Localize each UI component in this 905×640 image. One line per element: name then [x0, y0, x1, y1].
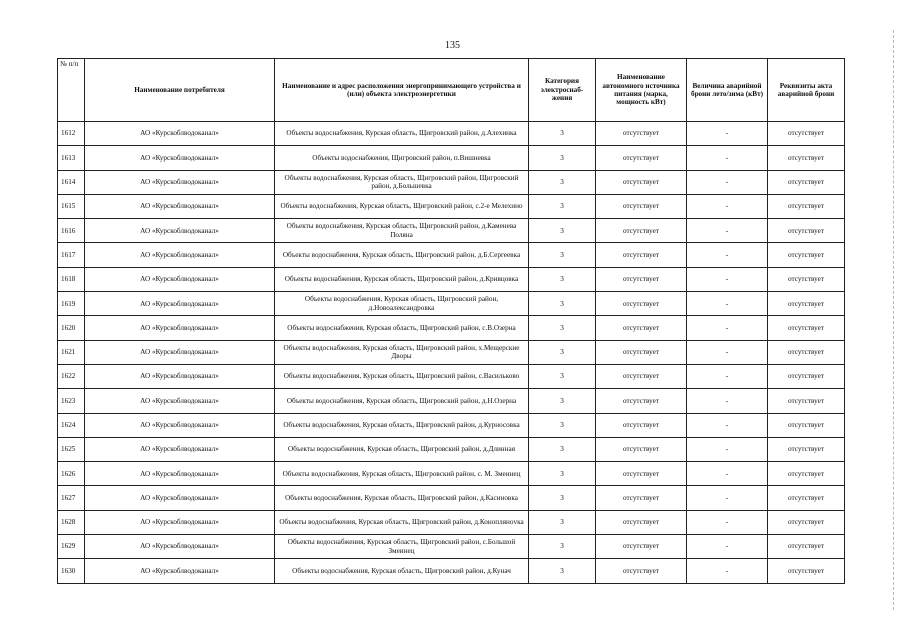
supply-category: 3	[529, 292, 596, 316]
reserve-table	[57, 58, 845, 584]
act-details: отсутствует	[768, 413, 845, 437]
row-number: 1613	[58, 146, 85, 170]
object-address: Объекты водоснабжения, Курская область, Щигровский район, с.Большой Змеинец	[275, 535, 529, 559]
act-details: отсутствует	[768, 146, 845, 170]
supply-category: 3	[529, 194, 596, 218]
row-number: 1616	[58, 219, 85, 243]
header-reserve: Величина аварийной брони лето/зима (кВт)	[687, 59, 768, 122]
consumer-name: АО «Курскоблводоканал»	[85, 194, 275, 218]
table-row	[58, 389, 845, 413]
page-number: 135	[445, 40, 460, 51]
table-header-row	[58, 59, 845, 122]
object-address: Объекты водоснабжения, Курская область, Щигровский район, д.Каменева Поляна	[275, 219, 529, 243]
act-details: отсутствует	[768, 559, 845, 583]
table-row	[58, 316, 845, 340]
supply-category: 3	[529, 146, 596, 170]
consumer-name: АО «Курскоблводоканал»	[85, 170, 275, 194]
supply-category: 3	[529, 437, 596, 461]
power-source: отсутствует	[596, 292, 687, 316]
table-row	[58, 486, 845, 510]
reserve-value: -	[687, 219, 768, 243]
power-source: отсутствует	[596, 243, 687, 267]
act-details: отсутствует	[768, 194, 845, 218]
supply-category: 3	[529, 267, 596, 291]
supply-category: 3	[529, 122, 596, 146]
row-number: 1618	[58, 267, 85, 291]
table-row	[58, 267, 845, 291]
supply-category: 3	[529, 170, 596, 194]
consumer-name: АО «Курскоблводоканал»	[85, 340, 275, 364]
power-source: отсутствует	[596, 170, 687, 194]
row-number: 1617	[58, 243, 85, 267]
object-address: Объекты водоснабжения, Курская область, Щигровский район, д.Кривцовка	[275, 267, 529, 291]
reserve-value: -	[687, 486, 768, 510]
table-body	[58, 122, 845, 584]
table-row	[58, 559, 845, 583]
act-details: отсутствует	[768, 389, 845, 413]
supply-category: 3	[529, 219, 596, 243]
object-address: Объекты водоснабжения, Курская область, Щигровский район, д.Алехинка	[275, 122, 529, 146]
object-address: Объекты водоснабжения, Курская область, Щигровский район, д.Кунач	[275, 559, 529, 583]
table-row	[58, 340, 845, 364]
row-number: 1621	[58, 340, 85, 364]
power-source: отсутствует	[596, 389, 687, 413]
supply-category: 3	[529, 316, 596, 340]
row-number: 1623	[58, 389, 85, 413]
act-details: отсутствует	[768, 267, 845, 291]
act-details: отсутствует	[768, 486, 845, 510]
act-details: отсутствует	[768, 364, 845, 388]
reserve-value: -	[687, 122, 768, 146]
consumer-name: АО «Курскоблводоканал»	[85, 437, 275, 461]
act-details: отсутствует	[768, 437, 845, 461]
power-source: отсутствует	[596, 413, 687, 437]
object-address: Объекты водоснабжения, Курская область, Щигровский район, д.Курносовка	[275, 413, 529, 437]
act-details: отсутствует	[768, 462, 845, 486]
act-details: отсутствует	[768, 535, 845, 559]
power-source: отсутствует	[596, 146, 687, 170]
row-number: 1612	[58, 122, 85, 146]
consumer-name: АО «Курскоблводоканал»	[85, 389, 275, 413]
consumer-name: АО «Курскоблводоканал»	[85, 462, 275, 486]
supply-category: 3	[529, 413, 596, 437]
reserve-value: -	[687, 535, 768, 559]
row-number: 1627	[58, 486, 85, 510]
row-number: 1628	[58, 510, 85, 534]
table-row	[58, 194, 845, 218]
object-address: Объекты водоснабжения, Курская область, Щигровский район, д.Длинная	[275, 437, 529, 461]
reserve-value: -	[687, 510, 768, 534]
header-power-source: Наименование автономного источника питания (марка, мощность кВт)	[596, 59, 687, 122]
object-address: Объекты водоснабжения, Курская область, Щигровский район, с.2-е Мелехино	[275, 194, 529, 218]
scan-edge-line	[893, 30, 895, 610]
header-number: № п/п	[58, 59, 85, 122]
row-number: 1626	[58, 462, 85, 486]
reserve-value: -	[687, 340, 768, 364]
act-details: отсутствует	[768, 340, 845, 364]
reserve-value: -	[687, 413, 768, 437]
consumer-name: АО «Курскоблводоканал»	[85, 292, 275, 316]
consumer-name: АО «Курскоблводоканал»	[85, 219, 275, 243]
reserve-value: -	[687, 194, 768, 218]
act-details: отсутствует	[768, 243, 845, 267]
row-number: 1629	[58, 535, 85, 559]
supply-category: 3	[529, 243, 596, 267]
consumer-name: АО «Курскоблводоканал»	[85, 122, 275, 146]
supply-category: 3	[529, 340, 596, 364]
reserve-value: -	[687, 559, 768, 583]
table-row	[58, 462, 845, 486]
power-source: отсутствует	[596, 486, 687, 510]
supply-category: 3	[529, 559, 596, 583]
power-source: отсутствует	[596, 340, 687, 364]
object-address: Объекты водоснабжения, Курская область, Щигровский район, д.Б.Сергеевка	[275, 243, 529, 267]
object-address: Объекты водоснабжения, Курская область, Щигровский район, Щигровский район, д.Большевка	[275, 170, 529, 194]
reserve-value: -	[687, 316, 768, 340]
supply-category: 3	[529, 510, 596, 534]
power-source: отсутствует	[596, 122, 687, 146]
reserve-value: -	[687, 267, 768, 291]
act-details: отсутствует	[768, 316, 845, 340]
reserve-value: -	[687, 437, 768, 461]
reserve-value: -	[687, 170, 768, 194]
reserve-value: -	[687, 364, 768, 388]
object-address: Объекты водоснабжения, Курская область, Щигровский район, с. М. Змеинец	[275, 462, 529, 486]
consumer-name: АО «Курскоблводоканал»	[85, 535, 275, 559]
table-row	[58, 535, 845, 559]
act-details: отсутствует	[768, 292, 845, 316]
consumer-name: АО «Курскоблводоканал»	[85, 316, 275, 340]
row-number: 1615	[58, 194, 85, 218]
act-details: отсутствует	[768, 510, 845, 534]
act-details: отсутствует	[768, 219, 845, 243]
row-number: 1630	[58, 559, 85, 583]
reserve-value: -	[687, 462, 768, 486]
reserve-value: -	[687, 292, 768, 316]
row-number: 1624	[58, 413, 85, 437]
power-source: отсутствует	[596, 219, 687, 243]
object-address: Объекты водоснабжения, Курская область, Щигровский район, д.Новоалександровка	[275, 292, 529, 316]
header-object: Наименование и адрес расположения энергопринимающего устройства и (или) объекта электроэнергетики	[275, 59, 529, 122]
object-address: Объекты водоснабжения, Курская область, Щигровский район, д.Коноплянovка	[275, 510, 529, 534]
table-row	[58, 364, 845, 388]
consumer-name: АО «Курскоблводоканал»	[85, 146, 275, 170]
object-address: Объекты водоснабжения, Курская область, Щигровский район, д.Н.Озерна	[275, 389, 529, 413]
object-address: Объекты водоснабжения, Курская область, Щигровский район, д.Касиновка	[275, 486, 529, 510]
table-row	[58, 243, 845, 267]
consumer-name: АО «Курскоблводоканал»	[85, 510, 275, 534]
power-source: отсутствует	[596, 364, 687, 388]
power-source: отсутствует	[596, 267, 687, 291]
power-source: отсутствует	[596, 559, 687, 583]
object-address: Объекты водоснабжения, Курская область, Щигровский район, с.Васильково	[275, 364, 529, 388]
table-row	[58, 122, 845, 146]
table-row	[58, 170, 845, 194]
consumer-name: АО «Курскоблводоканал»	[85, 413, 275, 437]
consumer-name: АО «Курскоблводоканал»	[85, 486, 275, 510]
row-number: 1622	[58, 364, 85, 388]
supply-category: 3	[529, 364, 596, 388]
header-act: Реквизиты акта аварийной брони	[768, 59, 845, 122]
power-source: отсутствует	[596, 462, 687, 486]
reserve-value: -	[687, 389, 768, 413]
row-number: 1619	[58, 292, 85, 316]
header-consumer: Наименование потребителя	[85, 59, 275, 122]
supply-category: 3	[529, 462, 596, 486]
supply-category: 3	[529, 535, 596, 559]
table-row	[58, 219, 845, 243]
table-row	[58, 437, 845, 461]
supply-category: 3	[529, 486, 596, 510]
consumer-name: АО «Курскоблводоканал»	[85, 559, 275, 583]
object-address: Объекты водоснабжения, Курская область, Щигровский район, х.Мещерские Дворы	[275, 340, 529, 364]
power-source: отсутствует	[596, 535, 687, 559]
power-source: отсутствует	[596, 194, 687, 218]
power-source: отсутствует	[596, 437, 687, 461]
row-number: 1614	[58, 170, 85, 194]
object-address: Объекты водоснабжения, Щигровский район, п.Вишневка	[275, 146, 529, 170]
table-row	[58, 510, 845, 534]
act-details: отсутствует	[768, 122, 845, 146]
table-row	[58, 413, 845, 437]
row-number: 1620	[58, 316, 85, 340]
power-source: отсутствует	[596, 316, 687, 340]
table-row	[58, 292, 845, 316]
consumer-name: АО «Курскоблводоканал»	[85, 243, 275, 267]
power-source: отсутствует	[596, 510, 687, 534]
object-address: Объекты водоснабжения, Курская область, Щигровский район, с.В.Озерна	[275, 316, 529, 340]
reserve-value: -	[687, 243, 768, 267]
consumer-name: АО «Курскоблводоканал»	[85, 267, 275, 291]
act-details: отсутствует	[768, 170, 845, 194]
row-number: 1625	[58, 437, 85, 461]
consumer-name: АО «Курскоблводоканал»	[85, 364, 275, 388]
header-category: Категория электроснаб-жения	[529, 59, 596, 122]
supply-category: 3	[529, 389, 596, 413]
table-row	[58, 146, 845, 170]
reserve-value: -	[687, 146, 768, 170]
